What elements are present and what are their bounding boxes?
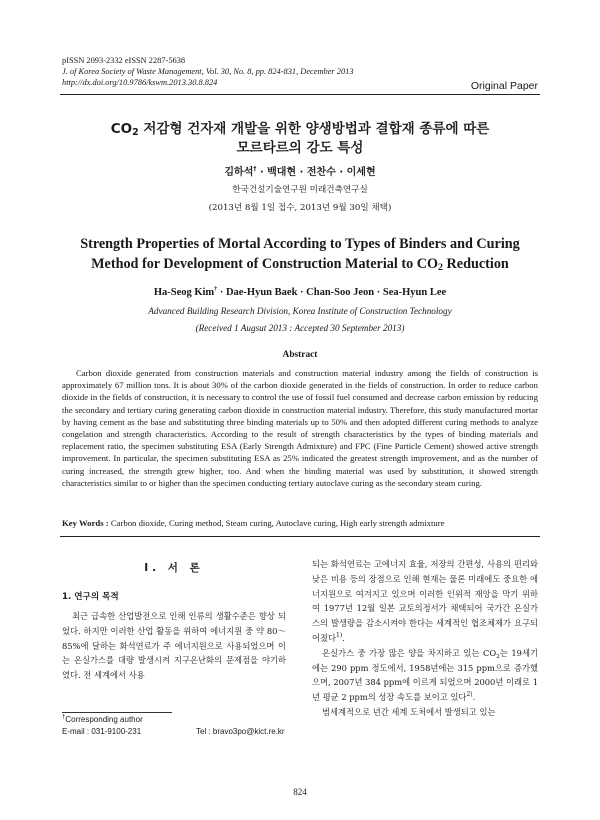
header-rule bbox=[60, 94, 540, 95]
right-p2-text-b: 는 19세기에는 290 ppm 정도에서, 1958년에는 315 ppm으로 증가했으며, 2007년 384 ppm에 이르게 되었으며 2000년 이래로 1년 평균 2 ppm의 성장 속도를 보이고 있다 bbox=[312, 647, 538, 703]
footnote-label: Corresponding author bbox=[65, 715, 143, 724]
subsection-title: 1. 연구의 목적 bbox=[62, 592, 119, 602]
footnote-corresponding bbox=[62, 715, 143, 724]
left-column-text: 최근 급속한 산업발전으로 인해 인류의 생활수준은 향상 되었다. 하지만 이러한 산업 활동을 위하여 에너지원 중 약 80～85%에 달하는 화석연료가 주 에너지원으로 사용되었으며 이는 온실가스를 대량 발생시켜 지구온난화의 문제점을 야기하였다. 전 세계에서 사용 bbox=[62, 611, 286, 681]
right-p2-end: . bbox=[472, 692, 476, 703]
korean-first-author: 김하석 bbox=[224, 167, 254, 178]
korean-title-co: CO bbox=[110, 121, 133, 137]
right-p1-end: . bbox=[342, 632, 345, 643]
footnote-mark: † bbox=[62, 714, 66, 721]
footnote-email: E-mail : 031-9100-231 bbox=[62, 727, 142, 736]
korean-authors bbox=[60, 163, 540, 178]
abstract-text: Carbon dioxide generated from construction materials and construction material industry among the fields of construction is approximately 67 million tons. It is about 30% of the carbon dioxide generated in the fields of construction. In order to reduce carbon dioxide in the fields of construction, it is necessary to control the use of fossil fuel consumed and decrease carbon emission by reducing the secondary and tertiary curing generating carbon dioxide in construction material industry. Therefore, this study manufactured mortar by having cement as the base and substituting three binding materials up to 50% and then adopted different curing methods to analyze congelation and strength characteristics. According to the result of strength characteristics by the types of binding materials and replacement ratio, the specimen substituting ESA (Early Strength Admixture) and FPC (Fine Particle Cement) showed active strength improvement. In particular, the specimen substituting ESA as 25% indicated the greatest strength improvement, and as the number of curing increased, the strength grew higher, too. And when the binding material was used by substitution, it showed strength characteristics similar to or higher than the specimen conducting tertiary autoclave curing as the secondary steam curing. bbox=[62, 368, 538, 488]
english-other-authors: · Dae-Hyun Baek · Chan-Soo Jeon · Sea-Hyun Lee bbox=[217, 287, 447, 298]
right-paragraph-1 bbox=[312, 557, 538, 646]
english-title-line2-end: Reduction bbox=[443, 256, 509, 272]
english-corresponding-mark: † bbox=[214, 286, 218, 293]
english-first-author: Ha-Seog Kim bbox=[153, 287, 215, 298]
english-title-line2: Method for Development of Construction Material to CO bbox=[91, 256, 439, 272]
footnote-tel: Tel : bravo3po@kict.re.kr bbox=[196, 727, 285, 736]
english-title-subscript: 2 bbox=[438, 262, 443, 273]
keywords-list: Carbon dioxide, Curing method, Steam curing, Autoclave curing, High early strength admixture bbox=[108, 518, 445, 528]
right-p1-text: 되는 화석연료는 고에너지 효율, 저장의 간편성, 사용의 편리와 낮은 비용 등의 장점으로 인해 현재는 물론 미래에도 중요한 에너지원으로 여겨지고 있으며 이러한 인위적 재앙을 막기 위하여 1977년 12월 일본 교토의정서가 채택되어 국가간 온실가스의 발생량을 감소시켜야 한다는 세계적인 협조체제가 요구되어졌다 bbox=[312, 559, 538, 643]
english-title bbox=[60, 234, 540, 274]
page-number: 824 bbox=[293, 787, 307, 797]
korean-title-line1: 저감형 건자재 개발을 위한 양생방법과 결합재 종류에 따른 bbox=[138, 121, 490, 137]
english-dates: (Received 1 Augsut 2013 : Accepted 30 September 2013) bbox=[195, 323, 405, 333]
korean-affiliation: 한국건설기술연구원 미래건축연구실 bbox=[232, 185, 368, 195]
reference-2: 2) bbox=[466, 691, 473, 699]
right-p2-subscript: 2 bbox=[496, 653, 500, 660]
right-p2-text-a: 온실가스 중 가장 많은 양을 차지하고 있는 CO bbox=[322, 647, 497, 658]
journal-citation: J. of Korea Society of Waste Management, Vol. 30, No. 8, pp. 824-831, December 2013 bbox=[62, 67, 354, 76]
footnote-rule bbox=[62, 712, 172, 713]
korean-other-authors: · 백대현 · 전찬수 · 이세현 bbox=[256, 167, 376, 178]
reference-1: 1) bbox=[336, 632, 343, 640]
right-paragraph-3: 범세계적으로 년간 세계 도처에서 발생되고 있는 bbox=[322, 706, 496, 717]
right-column bbox=[312, 557, 538, 720]
korean-dates: (2013년 8월 1일 접수, 2013년 9월 30일 채택) bbox=[208, 203, 392, 213]
article-type-label: Original Paper bbox=[470, 80, 538, 92]
issn-line: pISSN 2093-2332 eISSN 2287-5638 bbox=[62, 56, 186, 65]
right-paragraph-2 bbox=[312, 646, 538, 705]
keywords bbox=[62, 518, 538, 528]
english-title-line1: Strength Properties of Mortal According to Types of Binders and Curing bbox=[80, 236, 520, 252]
keywords-label: Key Words : bbox=[62, 518, 109, 528]
korean-title-line2: 모르타르의 강도 특성 bbox=[236, 140, 364, 156]
corresponding-mark: † bbox=[253, 165, 257, 173]
korean-title bbox=[60, 120, 540, 158]
english-authors bbox=[60, 287, 540, 298]
journal-header bbox=[62, 55, 354, 88]
korean-title-subscript: 2 bbox=[132, 127, 139, 138]
english-affiliation: Advanced Building Research Division, Korea Institute of Construction Technology bbox=[148, 306, 452, 316]
doi-link[interactable]: http://dx.doi.org/10.9786/kswm.2013.30.8.824 bbox=[62, 78, 218, 87]
section-title: I. 서 론 bbox=[144, 562, 204, 574]
abstract-heading: Abstract bbox=[282, 350, 318, 360]
abstract-rule bbox=[60, 536, 540, 537]
